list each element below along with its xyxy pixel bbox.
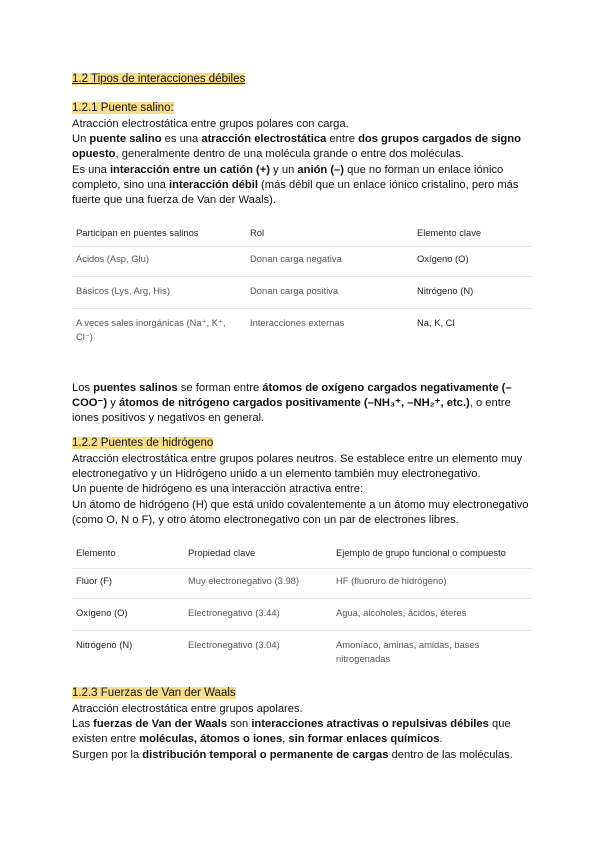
table-cell: Na, K, Cl bbox=[417, 317, 455, 328]
salt-bridge-heading-text: 1.2.1 Puente salino: bbox=[72, 102, 174, 114]
hydrogen-bonds-paragraph bbox=[72, 452, 532, 528]
hydrogen-bonds-heading-text: 1.2.2 Puentes de hidrógeno bbox=[72, 437, 214, 449]
hydrogen-bonds-line-3: Un átomo de hidrógeno (H) que está unido covalentemente a un átomo muy electronegativo (como O, N o F), y otro átomo electronegativo con un par de electrones libres. bbox=[72, 498, 529, 526]
table-cell: Oxígeno (O) bbox=[76, 607, 128, 618]
table-header-row bbox=[72, 226, 532, 247]
table-header-row bbox=[72, 546, 532, 569]
table-row bbox=[72, 316, 532, 348]
salt-bridge-para-3: Es una interacción entre un catión (+) y un anión (–) que no forman un enlace iónico completo, sino una interacción débil (más débil que un enlace iónico cristalino, pero más fuerte que una fuerza de Van der Waals). bbox=[72, 163, 519, 207]
van-der-waals-heading bbox=[72, 686, 532, 701]
table-row bbox=[72, 606, 532, 631]
table-cell: Ácidos (Asp, Glu) bbox=[76, 253, 149, 264]
van-der-waals-definition: Atracción electrostática entre grupos apolares. bbox=[72, 703, 303, 715]
salt-bridge-heading bbox=[72, 101, 532, 116]
table-cell: Agua, alcoholes, ácidos, éteres bbox=[336, 607, 467, 618]
table-header: Propiedad clave bbox=[188, 547, 256, 558]
table-header: Participan en puentes salinos bbox=[76, 227, 199, 238]
table-cell: Interacciones externas bbox=[250, 317, 345, 328]
table-cell: Muy electronegativo (3.98) bbox=[188, 575, 299, 586]
salt-bridge-para-2: Un puente salino es una atracción electrostática entre dos grupos cargados de signo opuesto, generalmente dentro de una molécula grande o entre dos moléculas. bbox=[72, 133, 521, 161]
salt-bridge-summary: Los puentes salinos se forman entre átomos de oxígeno cargados negativamente (–COO⁻) y átomos de nitrógeno cargados positivamente (–NH₃⁺, –NH₂⁺, etc.), o entre iones positivos y negativos en general. bbox=[72, 382, 512, 425]
table-cell: Nitrógeno (N) bbox=[76, 639, 133, 650]
section-title-text: 1.2 Tipos de interacciones débiles bbox=[72, 73, 246, 85]
hydrogen-bonds-definition: Atracción electrostática entre grupos polares neutros. Se establece entre un elemento muy electronegativo y un Hidrógeno unido a un elemento también muy electronegativo. bbox=[72, 453, 523, 481]
table-header: Ejemplo de grupo funcional o compuesto bbox=[336, 547, 506, 558]
section-title bbox=[72, 72, 532, 87]
table-cell: Básicos (Lys, Arg, His) bbox=[76, 285, 170, 296]
salt-bridge-table bbox=[72, 226, 532, 350]
table-header: Elemento clave bbox=[417, 227, 482, 238]
table-cell: HF (fluoruro de hidrógeno) bbox=[336, 575, 447, 586]
hydrogen-bonds-table bbox=[72, 546, 532, 670]
hydrogen-bonds-line-2: Un puente de hidrógeno es una interacción atractiva entre: bbox=[72, 483, 364, 496]
table-cell: A veces sales inorgánicas (Na⁺, K⁺, Cl⁻) bbox=[76, 317, 226, 342]
van-der-waals-paragraph bbox=[72, 702, 532, 763]
table-header: Elemento bbox=[76, 547, 116, 558]
table-cell: Amoníaco, aminas, amidas, bases nitrogenadas bbox=[336, 639, 480, 664]
van-der-waals-para-2: Las fuerzas de Van der Waals son interacciones atractivas o repulsivas débiles que existen entre moléculas, átomos o iones, sin formar enlaces químicos. bbox=[72, 718, 511, 746]
table-cell: Nitrógeno (N) bbox=[417, 285, 474, 296]
table-row bbox=[72, 638, 532, 670]
van-der-waals-para-3: Surgen por la distribución temporal o permanente de cargas dentro de las moléculas. bbox=[72, 748, 513, 761]
table-cell: Oxígeno (O) bbox=[417, 253, 469, 264]
hydrogen-bonds-heading bbox=[72, 436, 532, 451]
salt-bridge-definition: Atracción electrostática entre grupos polares con carga. bbox=[72, 118, 349, 130]
table-cell: Donan carga negativa bbox=[250, 253, 342, 264]
salt-bridge-paragraph bbox=[72, 117, 532, 208]
table-row bbox=[72, 252, 532, 277]
table-cell: Electronegativo (3.04) bbox=[188, 639, 280, 650]
table-cell: Donan carga positiva bbox=[250, 285, 339, 296]
table-cell: Flúor (F) bbox=[76, 575, 112, 586]
table-header: Rol bbox=[250, 227, 265, 238]
table-row bbox=[72, 284, 532, 309]
table-row bbox=[72, 574, 532, 599]
table-cell: Electronegativo (3.44) bbox=[188, 607, 280, 618]
van-der-waals-heading-text: 1.2.3 Fuerzas de Van der Waals bbox=[72, 687, 236, 699]
